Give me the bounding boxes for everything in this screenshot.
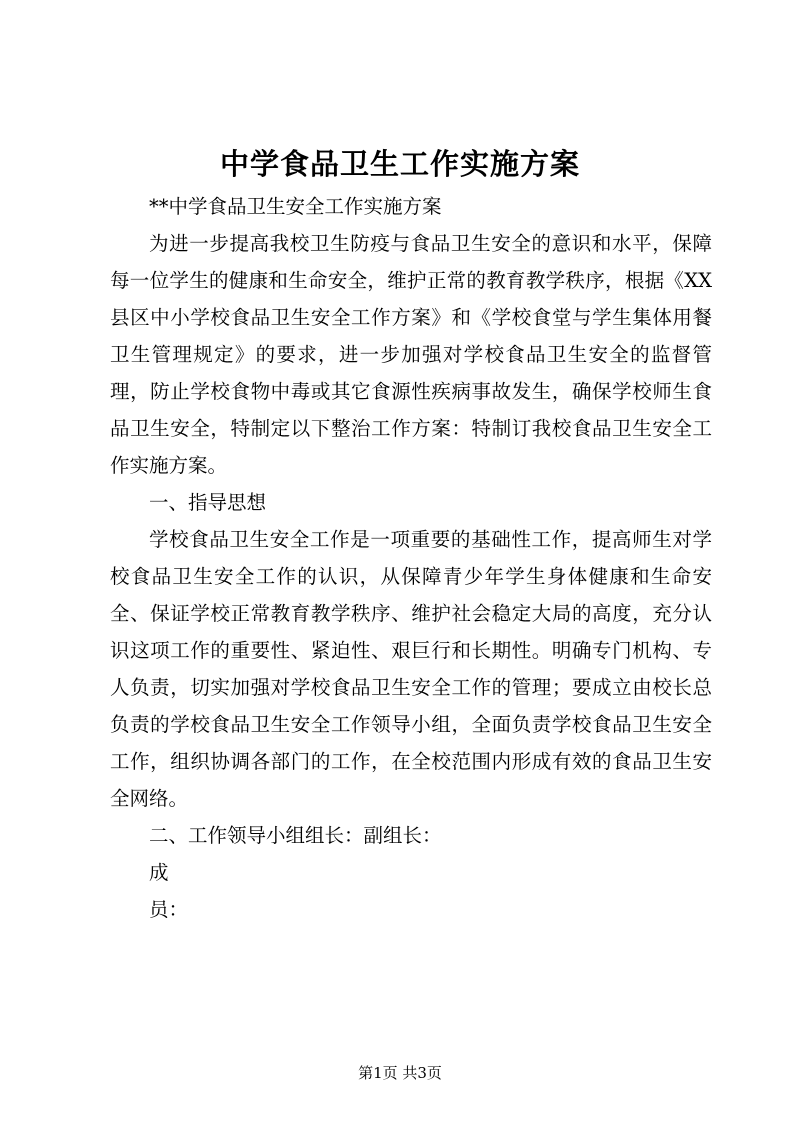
document-title: 中学食品卫生工作实施方案 [219, 147, 580, 181]
document-body [110, 188, 712, 928]
members-label-line-2: 员： [149, 898, 189, 921]
heading-guiding-ideology: 一、指导思想 [149, 491, 267, 514]
paragraph-guiding-ideology: 学校食品卫生安全工作是一项重要的基础性工作，提高师生对学校食品卫生安全工作的认识，从保障青少年学生身体健康和生命安全、保证学校正常教育教学秩序、维护社会稳定大局的高度，充分认识这项工作的重要性、紧迫性、艰巨行和长期性。明确专门机构、专人负责，切实加强对学校食品卫生安全工作的管理；要成立由校长总负责的学校食品卫生安全工作领导小组，全面负责学校食品卫生安全工作，组织协调各部门的工作，在全校范围内形成有效的食品卫生安全网络。 [110, 528, 712, 810]
members-label-line-1: 成 [149, 861, 169, 884]
document-subtitle: **中学食品卫生安全工作实施方案 [149, 195, 442, 218]
page-footer: 第1页 共3页 [358, 1064, 442, 1082]
paragraph-intro: 为进一步提高我校卫生防疫与食品卫生安全的意识和水平，保障每一位学生的健康和生命安全，维护正常的教育教学秩序，根据《XX县区中小学校食品卫生安全工作方案》和《学校食堂与学生集体用餐卫生管理规定》的要求，进一步加强对学校食品卫生安全的监督管理，防止学校食物中毒或其它食源性疾病事故发生，确保学校师生食品卫生安全，特制定以下整治工作方案：特制订我校食品卫生安全工作实施方案。 [110, 232, 712, 477]
heading-leadership-group: 二、工作领导小组组长：副组长： [149, 824, 442, 847]
